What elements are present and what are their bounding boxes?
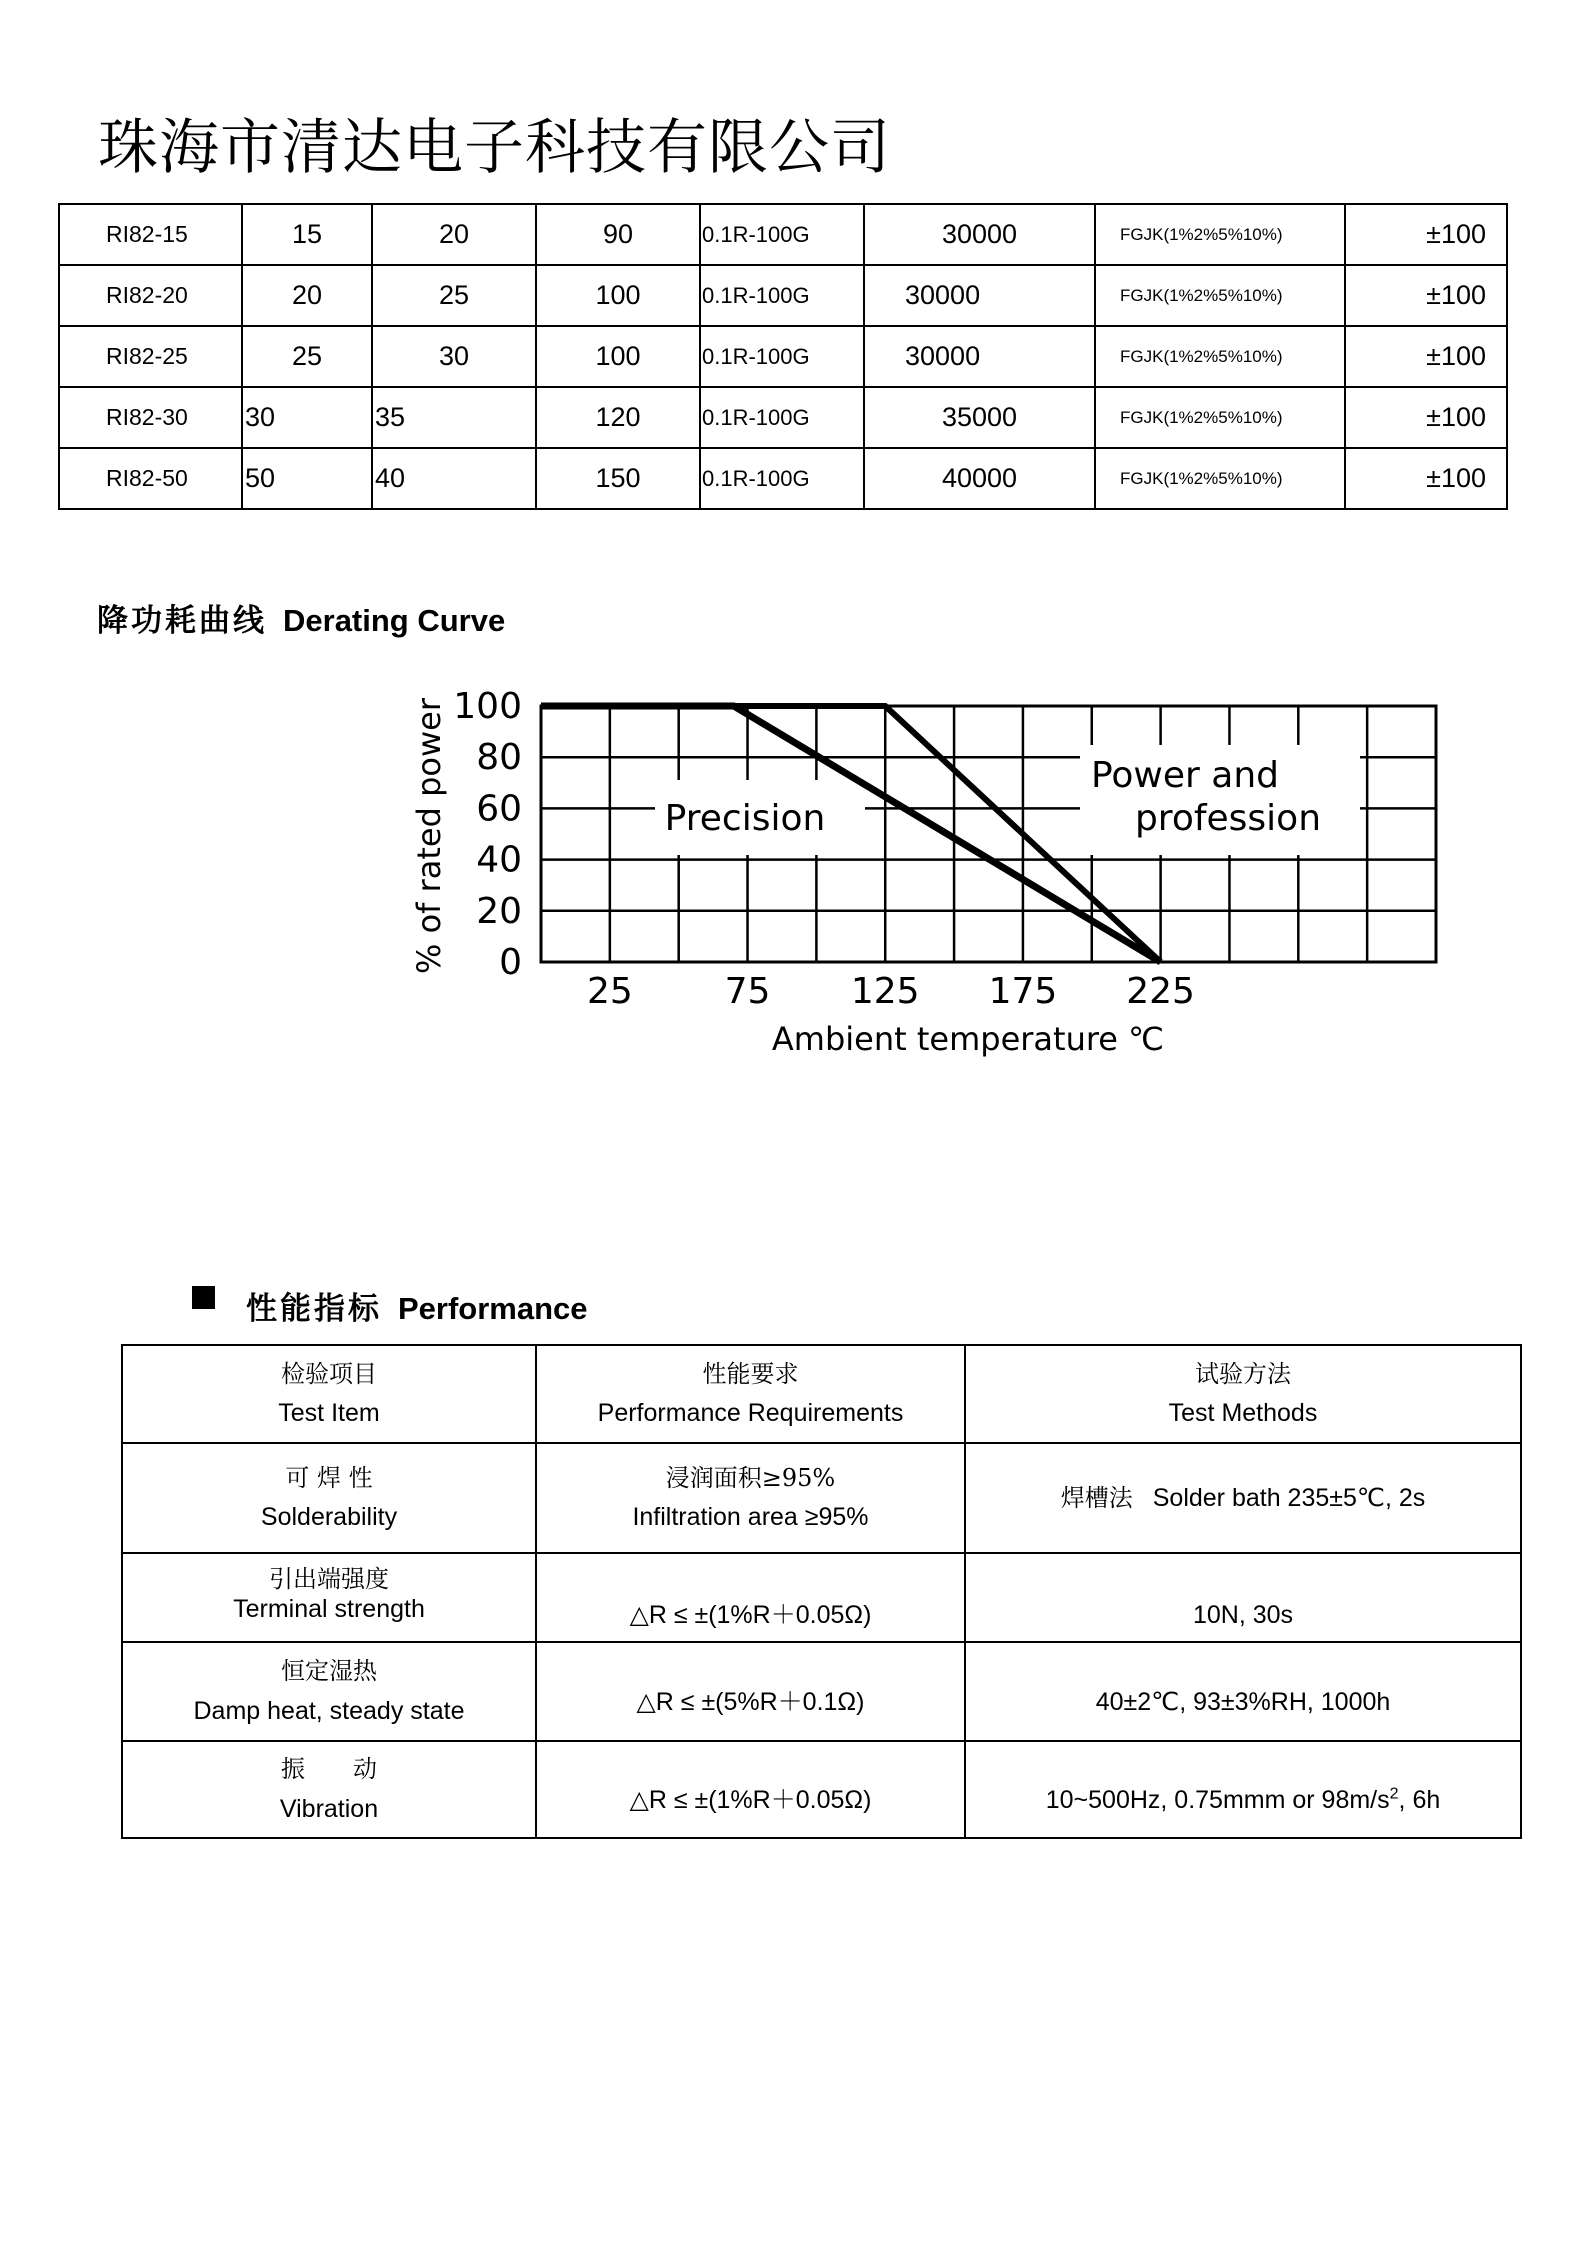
damp-heat-requirement: △R ≤ ±(5%R＋0.1Ω) (536, 1642, 965, 1741)
header-requirements (536, 1345, 965, 1443)
requirement-cn: 浸润面积≥95% (665, 1463, 836, 1492)
header-requirements-en: Performance Requirements (597, 1399, 904, 1428)
method-superscript: 2 (1389, 1785, 1399, 1803)
item-en: Vibration (279, 1794, 379, 1823)
spec-model: RI82-20 (59, 265, 242, 326)
damp-heat-method: 40±2℃, 93±3%RH, 1000h (965, 1642, 1521, 1741)
header-requirements-cn: 性能要求 (702, 1359, 799, 1388)
solderability-method (965, 1443, 1521, 1553)
spec-resistance-range: 0.1R-100G (700, 326, 864, 387)
item-cn: 恒定湿热 (281, 1657, 377, 1686)
company-name: 珠海市清达电子科技有限公司 (98, 113, 891, 183)
x-tick-label: 25 (586, 971, 633, 1012)
y-axis-label: % of rated power (410, 698, 448, 974)
spec-col-3: 100 (536, 265, 700, 326)
bullet-square-icon (192, 1286, 215, 1309)
spec-col-1: 30 (242, 387, 372, 448)
damp-heat-item (122, 1642, 536, 1741)
table-row (122, 1443, 1521, 1553)
spec-resistance-range: 0.1R-100G (700, 204, 864, 265)
precision-annotation: Precision (664, 798, 826, 839)
item-en: Solderability (260, 1503, 398, 1532)
table-row (122, 1741, 1521, 1838)
derating-chart (0, 0, 1587, 1100)
spec-col-1: 20 (242, 265, 372, 326)
x-tick-label: 175 (988, 971, 1058, 1012)
spec-col-3: 150 (536, 448, 700, 509)
solderability-requirement (536, 1443, 965, 1553)
spec-col-2: 40 (372, 448, 536, 509)
spec-col-2: 35 (372, 387, 536, 448)
vibration-item (122, 1741, 536, 1838)
table-row (122, 1642, 1521, 1741)
spec-col-2: 30 (372, 326, 536, 387)
vibration-method (965, 1741, 1521, 1838)
terminal-strength-requirement: △R ≤ ±(1%R＋0.05Ω) (536, 1553, 965, 1642)
spec-tcr: ±100 (1345, 265, 1507, 326)
spec-col-2: 20 (372, 204, 536, 265)
item-cn: 引出端强度 (269, 1565, 389, 1593)
method-main: 10~500Hz, 0.75mmm or 98m/s (1045, 1785, 1390, 1814)
derating-title-en: Derating Curve (283, 603, 506, 638)
y-tick-label: 80 (476, 737, 522, 779)
header-methods-cn: 试验方法 (1195, 1359, 1291, 1388)
solderability-item (122, 1443, 536, 1553)
terminal-strength-method: 10N, 30s (965, 1553, 1521, 1642)
spec-col-5: 30000 (864, 326, 1095, 387)
spec-col-3: 90 (536, 204, 700, 265)
spec-col-3: 100 (536, 326, 700, 387)
spec-resistance-range: 0.1R-100G (700, 265, 864, 326)
header-methods-en: Test Methods (1168, 1399, 1318, 1428)
spec-model: RI82-30 (59, 387, 242, 448)
power-annotation-line-2: profession (1134, 798, 1322, 839)
method-tail: , 6h (1398, 1785, 1441, 1814)
spec-tcr: ±100 (1345, 387, 1507, 448)
power-annotation-line-1: Power and (1090, 755, 1280, 796)
spec-model: RI82-15 (59, 204, 242, 265)
spec-tolerance: FGJK(1%2%5%10%) (1095, 204, 1345, 265)
spec-col-5: 35000 (864, 387, 1095, 448)
spec-resistance-range: 0.1R-100G (700, 387, 864, 448)
spec-tolerance: FGJK(1%2%5%10%) (1095, 326, 1345, 387)
x-tick-label: 75 (724, 971, 771, 1012)
x-tick-label: 225 (1126, 971, 1195, 1012)
x-axis-label: Ambient temperature ℃ (771, 1020, 1165, 1058)
item-en: Terminal strength (233, 1595, 425, 1623)
derating-title-cn: 降功耗曲线 (97, 603, 267, 639)
table-row (122, 1553, 1521, 1642)
y-tick-label: 100 (453, 686, 522, 727)
spec-col-5: 40000 (864, 448, 1095, 509)
y-tick-label: 20 (476, 890, 522, 932)
spec-col-5: 30000 (864, 265, 1095, 326)
spec-model: RI82-25 (59, 326, 242, 387)
requirement-en: Infiltration area ≥95% (632, 1503, 869, 1532)
header-methods (965, 1345, 1521, 1443)
spec-tcr: ±100 (1345, 204, 1507, 265)
spec-tolerance: FGJK(1%2%5%10%) (1095, 265, 1345, 326)
performance-header-row (122, 1345, 1521, 1443)
y-tick-label: 60 (476, 788, 522, 830)
spec-col-1: 25 (242, 326, 372, 387)
y-tick-label: 0 (499, 942, 522, 983)
spec-resistance-range: 0.1R-100G (700, 448, 864, 509)
spec-col-2: 25 (372, 265, 536, 326)
performance-title-en: Performance (398, 1291, 588, 1326)
header-test-item (122, 1345, 536, 1443)
spec-col-1: 50 (242, 448, 372, 509)
item-cn: 振 动 (281, 1755, 377, 1784)
header-test-item-cn: 检验项目 (281, 1359, 377, 1388)
spec-col-5: 30000 (864, 204, 1095, 265)
spec-tolerance: FGJK(1%2%5%10%) (1095, 448, 1345, 509)
spec-tolerance: FGJK(1%2%5%10%) (1095, 387, 1345, 448)
method-cn: 焊槽法 (1060, 1484, 1133, 1512)
performance-table (121, 1344, 1522, 1839)
performance-title-cn: 性能指标 (246, 1291, 382, 1327)
vibration-requirement: △R ≤ ±(1%R＋0.05Ω) (536, 1741, 965, 1838)
spec-col-3: 120 (536, 387, 700, 448)
spec-col-1: 15 (242, 204, 372, 265)
x-tick-label: 125 (850, 971, 920, 1012)
spec-model: RI82-50 (59, 448, 242, 509)
performance-title (246, 1283, 588, 1328)
y-tick-label: 40 (476, 839, 522, 881)
item-cn: 可 焊 性 (285, 1463, 373, 1492)
item-en: Damp heat, steady state (193, 1696, 465, 1725)
header-test-item-en: Test Item (278, 1399, 380, 1428)
spec-tcr: ±100 (1345, 448, 1507, 509)
method-en: Solder bath 235±5℃, 2s (1152, 1484, 1426, 1512)
spec-tcr: ±100 (1345, 326, 1507, 387)
terminal-strength-item (122, 1553, 536, 1642)
